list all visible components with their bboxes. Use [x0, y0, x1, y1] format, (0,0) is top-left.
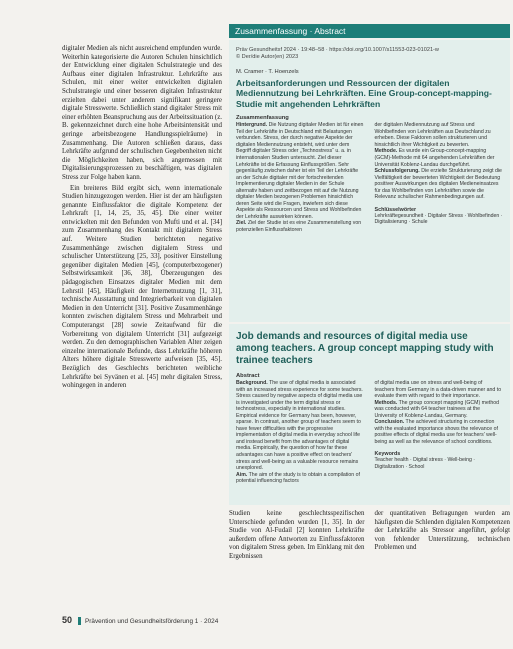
paragraph-text: The use of digital media is associated with an increased stress experience for some teachers. Stress caused by negative aspects of digital media use is investigated under the term digital stress or technostress, especially in international studies. Empirical evidence for Germany has been, however, sparse. In contrast, another group of teachers seem to have fewer difficulties with the progressive implementation of digital media in everyday school life and instead benefit from the advantages of digital media. Empirically, the question of how far these advantages can have a positive effect on teachers' stress and well-being as a valuable resource remains unexplored. — [236, 380, 363, 472]
german-abstract-col-1 — [236, 122, 365, 233]
citation-line: Präv Gesundheitsf 2024 · 19:48–58 · https://doi.org/10.1007/s11553-023-01021-w — [236, 47, 439, 53]
paragraph-label: Conclusion. — [374, 419, 405, 426]
paragraph-text: The achieved structuring in connection with the evaluated importance shows the relevance of positive effects of digital media use for teachers' well-being as well as the relevance of school conditions. — [374, 419, 498, 445]
abstract-paragraph — [236, 472, 365, 485]
paragraph-text: The aim of the study is to obtain a compilation of potential influencing factors — [236, 471, 360, 485]
english-abstract-box — [229, 324, 510, 505]
footer-accent-bar — [78, 617, 81, 625]
page-footer — [62, 614, 510, 626]
abstract-section-header: Zusammenfassung · Abstract — [229, 24, 510, 38]
abstract-paragraph — [375, 148, 504, 168]
abstract-heading: Abstract — [236, 373, 260, 379]
paragraph-label: Methods. — [374, 399, 398, 406]
keywords-heading: Schlüsselwörter — [374, 206, 417, 213]
keywords: Teacher health · Digital stress · Well-being · Digitalization · School — [374, 457, 476, 471]
abstract-paragraph — [375, 380, 504, 400]
english-title: Job demands and resources of digital media use among teachers. A group concept mapping study with trainee teachers — [236, 331, 494, 366]
paragraph-label: Aim. — [236, 471, 248, 478]
copyright-line: © Der/die Autor(en) 2023 — [236, 54, 299, 60]
abstract-paragraph — [375, 419, 504, 445]
paragraph-text: The group concept mapping (GCM) method was conducted with 64 teacher trainees at the University of Koblenz-Landau, Germany. — [374, 399, 499, 419]
keywords-heading: Keywords — [374, 451, 401, 458]
paragraph-text: Die Nutzung digitaler Medien ist für einen Teil der Lehrkräfte in Deutschland mit Belastungen verbunden. Stress, der durch negative Aspekte der digitalen Mediennutzung entsteht, wird unter dem Begriff digitaler Stress oder „Technostress“ u. a. in internationalen Studien untersucht. Ziel dieser Lehrkräfte ist die Erfassung Einflussgrößen. Sehr gegenläufig zwischen daher ist ein Teil der Lehrkräfte an der Schule digitaler mit der fortschreitenden Implementierung digitaler Medien in der Schule alternativ haben und zeitbezogen mit auf die Nutzung digitaler Medien bezogenen Problemen hinsichtlich deren Seite wird die Fragen, inwiefern sich diese Aspekte als Ressourcen und Stress und Wohlbefinden der Lehrkräfte auswirken können. — [236, 122, 364, 220]
paragraph-text: Die erzielte Strukturierung zeigt die Vielfältigkeit der bewerteten Wichtigkeit der Bedeutung positiver Auswirkungen des digitalen Medieneinsatzes für das Wohlbefinden von Lehrkräften sowie die Relevanz schulischer Rahmenbedingungen auf. — [374, 168, 502, 201]
zusammenfassung-heading: Zusammenfassung — [236, 115, 289, 122]
german-abstract-box — [229, 40, 510, 322]
abstract-paragraph — [375, 168, 504, 201]
paragraph-label: Schlussfolgerung. — [374, 168, 420, 175]
keywords: Lehrkräftegesundheit · Digitaler Stress · Wohlbefinden · Digitalisierung · Schule — [374, 212, 503, 226]
body-paragraph: Studien keine geschlechtsspezifischen Unterschiede gefunden wurden [1, 35]. In der Studie von Al-Fudail [2] konnten Lehrkräfte außerdem offene Antworten zu Einflussfaktoren von digitalem Stress geben. Im Einklang mit den Ergebnissen — [229, 510, 365, 560]
abstract-paragraph — [236, 380, 365, 472]
page-number: 50 — [62, 615, 73, 625]
paragraph-label: Methode. — [374, 148, 398, 155]
german-abstract-col-2 — [375, 122, 504, 233]
german-title: Arbeitsanforderungen und Ressourcen der digitalen Mediennutzung bei Lehrkräften. Eine Group-concept-mapping-Studie mit angehenden Lehrkräften — [236, 78, 492, 109]
body-paragraph: digitaler Medien als nicht ausreichend empfunden wurde. Weiterhin kategorisierte die Autoren Schulen hinsichtlich der Entwicklung einer digitalen Schulstrategie und des Aufbaus einer digitalen Infrastruktur. Lehrkräfte aus Schulen, mit einer weiter entwickelten digitalen Schulstrategie und einer besseren digitalen Infrastruktur erzielten dabei unter anderem signifikant geringere digitale Stresswerte. Schließlich stand digitaler Stress mit einer erhöhten Beanspruchung aus der Arbeitssituation (z. B. gekennzeichnet durch eine hohe Arbeitsintensität und geringe arbeitsbezogene Handlungsspielräume) in Zusammenhang. Die Autoren schließen daraus, dass Lehrkräfte aufgrund der schulischen Gegebenheiten nicht die Möglichkeiten haben, sich angemessen mit Digitalisierungsprozessen zu beschäftigen, was digitalen Stress zur Folge haben kann. — [62, 45, 222, 181]
abstract-paragraph — [236, 220, 365, 233]
abstract-paragraph — [236, 122, 365, 220]
paragraph-label: Background. — [236, 380, 268, 386]
abstract-paragraph — [375, 400, 504, 420]
paragraph-label: Ziel. — [236, 220, 247, 227]
body-paragraph: der quantitativen Befragungen wurden am häufigsten die Schlenden digitalen Kompetenzen der Lehrkräfte als Stressor angeführt, gefolgt von fehlender Unterstützung, technischen Problemen und — [374, 510, 510, 552]
authors: M. Cramer · T. Hoenzels — [236, 69, 299, 75]
bottom-body-text — [229, 510, 510, 592]
paragraph-text: Es wurde ein Group-concept-mapping (GCM)-Methode mit 64 angehenden Lehrkräften der Universität Koblenz-Landau durchgeführt. — [374, 148, 495, 168]
journal-name: Prävention und Gesundheitsförderung 1 · 2024 — [85, 618, 219, 625]
english-abstract-col-2 — [375, 380, 504, 485]
paragraph-text: der digitalen Mediennutzung auf Stress und Wohlbefinden von Lehrkräften aus Deutschland zu erheben. Diese Faktoren sollen strukturieren und hinsichtlich ihrer Wichtigkeit zu bewerten. — [374, 122, 491, 148]
body-paragraph: Ein breiteres Bild ergibt sich, wenn internationale Studien hinzugezogen werden. Hier ist der am häufigsten genannte Einflussfaktor die digitale Kompetenz der Lehrkraft [1, 14, 25, 35, 45]. Die einer weiter entwickelten mit den Befunden von Mufti und et al. [34] zum Zusammenhang des Kontakt mit digitalem Stress auf. Weitere Studien berichteten negative Zusammenhänge zwischen digitalem Stress und schulischer Unterstützung [25, 33], positiver Einstellung gegenüber digitalen Medien [45], (computerbezogener) Selbstwirksamkeit [36, 38], Überzeugungen des pädagogischen Einsatzes digitaler Medien mit dem Lehrstil [45], Häufigkeit der Internetnutzung [1, 31], technische Ausstattung und Integrierbarkeit von digitalen Medien in den Unterricht [31]. Positive Zusammenhänge konnten zwischen digitalem Stress und Mehrarbeit und Computerangst [28] sowie Zeitaufwand für die Vorbereitung von digitalem Unterricht [31] aufgezeigt werden. Zu den demographischen Variablen Alter zeigen einzelne internationale Befunde, dass Lehrkräfte höheren Alters höhere digitale Stresswerte aufweisen [35, 45]. Bezüglich des Geschlechts berichteten weibliche Lehrkräfte bei Syvänen et al. [45] mehr digitalen Stress, wohingegen in anderen — [62, 184, 222, 390]
paragraph-label: Hintergrund. — [236, 122, 268, 129]
english-abstract-col-1 — [236, 380, 365, 485]
paragraph-text: Ziel der Studie ist es eine Zusammenstellung von potenziellen Einflussfaktoren — [236, 220, 362, 233]
abstract-paragraph — [375, 122, 504, 148]
left-body-column — [62, 45, 222, 595]
paragraph-text: of digital media use on stress and well-being of teachers from Germany in a data-driven manner and to evaluate them with regard to their importance. — [374, 380, 502, 400]
